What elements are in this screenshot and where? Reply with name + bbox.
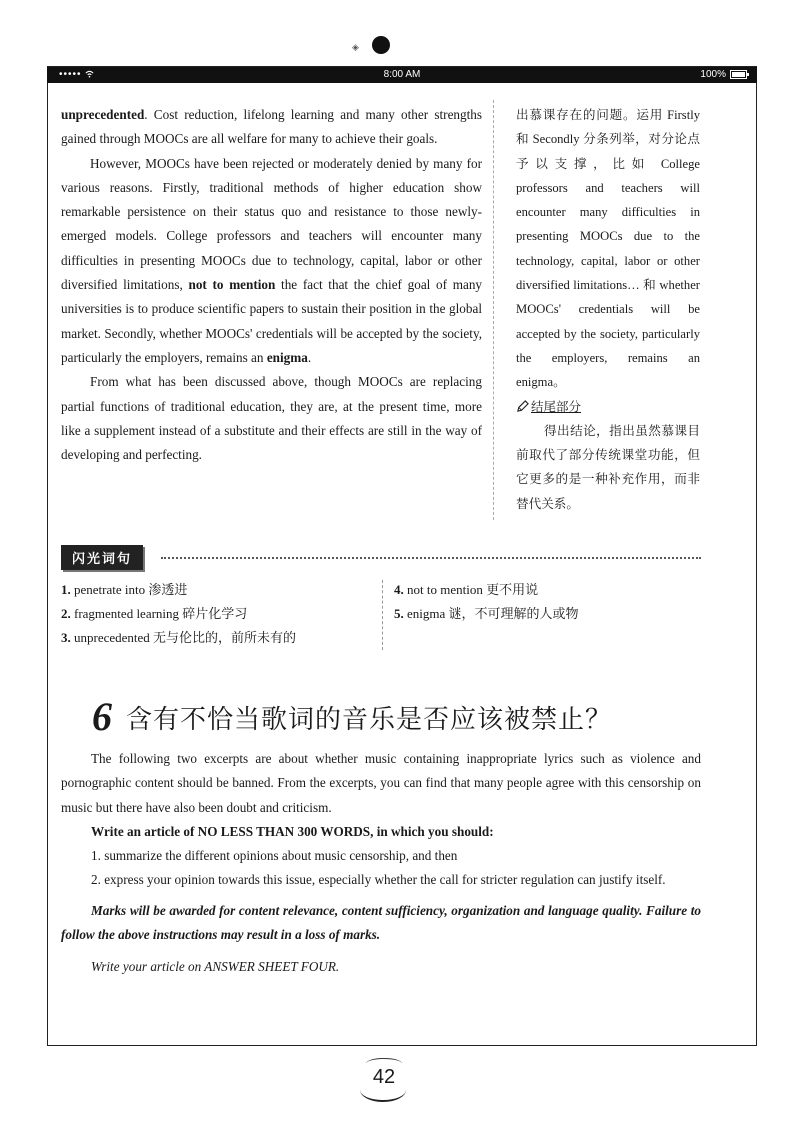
vocab-number: 1. bbox=[61, 582, 71, 597]
essay-paragraph-2 bbox=[61, 152, 482, 371]
status-time: 8:00 AM bbox=[383, 69, 421, 80]
vocab-item bbox=[394, 578, 694, 602]
pen-icon bbox=[516, 400, 529, 413]
essay-paragraph-3: From what has been discussed above, though MOOCs are replacing partial functions of traditional education, they are, at the present time, more like a supplement instead of a substitute and their effects are still in the way of developing and perfecting. bbox=[61, 374, 482, 463]
section-heading bbox=[92, 695, 732, 739]
battery-percent: 100% bbox=[700, 69, 726, 80]
prompt-task-1: 1. summarize the different opinions about music censorship, and then bbox=[91, 848, 458, 864]
vocab-highlight: not to mention bbox=[188, 277, 276, 293]
vocab-number: 2. bbox=[61, 606, 71, 621]
vocab-text: fragmented learning 碎片化学习 bbox=[74, 606, 248, 621]
vocab-list-right bbox=[394, 578, 694, 626]
ending-label-text: 结尾部分 bbox=[531, 398, 582, 414]
paragraph-text: However, MOOCs have been rejected or moderately denied by many for various reasons. Firstly, traditional methods of higher education show remarkable persistence on their status quo and resistance to those newly-emerged models. College professors and teachers will encounter many difficulties in presenting MOOCs due to technology, capital, labor or other diversified limitations, bbox=[61, 155, 482, 293]
vocab-title: 闪光词句 bbox=[61, 545, 143, 570]
vocab-text: unprecedented 无与伦比的，前所未有的 bbox=[74, 630, 297, 645]
prompt-instruction: Write an article of NO LESS THAN 300 WORDS, in which you should: bbox=[91, 823, 494, 839]
signal-dots: ••••• bbox=[59, 69, 82, 80]
prompt-intro: The following two excerpts are about whether music containing inappropriate lyrics such as violence and pornographic content should be banned. From the excerpts, you can find that many people agree with this censorship on music but there have also been doubt and criticism. bbox=[61, 751, 701, 815]
vocab-highlight: enigma bbox=[266, 349, 308, 365]
section-title: 含有不恰当歌词的音乐是否应该被禁止？ bbox=[126, 704, 613, 735]
paragraph-text: the fact that the chief goal of many universities is to produce scientific papers to sustain their position in the global market. Secondly, whether MOOCs' credentials will be accepted by the society, particularly the employers, remains an bbox=[61, 277, 483, 365]
annotation-column bbox=[516, 103, 700, 516]
essay-paragraph-1 bbox=[61, 103, 482, 152]
vocab-text: enigma 谜，不可理解的人或物 bbox=[407, 606, 579, 621]
vocab-item bbox=[61, 602, 371, 626]
vocab-number: 4. bbox=[394, 582, 404, 597]
vocab-separator bbox=[382, 580, 383, 650]
vocab-text: penetrate into 渗透进 bbox=[74, 582, 188, 597]
prompt-marks: Marks will be awarded for content relevance, content sufficiency, organization and language quality. Failure to follow the above instructions may result in a loss of marks. bbox=[61, 902, 701, 943]
page-number-text: 42 bbox=[372, 1066, 396, 1088]
vocab-divider bbox=[161, 557, 701, 559]
vocab-header bbox=[61, 545, 701, 567]
annotation-paragraph: 出慕课存在的问题。运用 Firstly 和 Secondly 分条列举，对分论点予以支撑，比如 College professors and teachers will encounter many difficulties in presenting MOOCs due to the technology, capital, labor or other diversified limitations… 和 whether MOOCs' credentials will be accepted by the society, particularly the employers, remains an enigma。 bbox=[516, 108, 700, 390]
ending-section-label bbox=[516, 395, 700, 419]
battery-indicator bbox=[700, 69, 747, 80]
vocab-item bbox=[61, 578, 371, 602]
paragraph-text: . Cost reduction, lifelong learning and many other strengths gained through MOOCs are all welfare for many to achieve their goals. bbox=[61, 107, 482, 147]
vocab-number: 3. bbox=[61, 630, 71, 645]
vocab-list-left bbox=[61, 578, 371, 650]
section-number: 6 bbox=[92, 694, 112, 739]
ornament-mark: ◈ bbox=[352, 43, 359, 53]
vocab-item bbox=[61, 626, 371, 650]
paragraph-text: . bbox=[307, 349, 312, 365]
vocab-number: 5. bbox=[394, 606, 404, 621]
prompt-task-2: 2. express your opinion towards this issue, especially whether the call for stricter regulation can justify itself. bbox=[91, 872, 666, 888]
vocab-item bbox=[394, 602, 694, 626]
vocab-highlight: unprecedented bbox=[61, 107, 145, 122]
page-number-arc-bottom bbox=[360, 1078, 406, 1102]
column-divider bbox=[493, 100, 494, 520]
prompt-answer-sheet: Write your article on ANSWER SHEET FOUR. bbox=[91, 959, 340, 975]
essay-column bbox=[61, 103, 482, 467]
page-number bbox=[356, 1058, 412, 1104]
status-bar bbox=[47, 67, 757, 83]
vocab-text: not to mention 更不用说 bbox=[407, 582, 539, 597]
writing-prompt bbox=[61, 747, 701, 980]
ornament-dot bbox=[372, 36, 390, 54]
battery-icon bbox=[730, 70, 747, 79]
ending-annotation: 得出结论，指出虽然慕课目前取代了部分传统课堂功能，但它更多的是一种补充作用，而非替代关系。 bbox=[516, 423, 700, 511]
top-ornament bbox=[352, 34, 392, 58]
